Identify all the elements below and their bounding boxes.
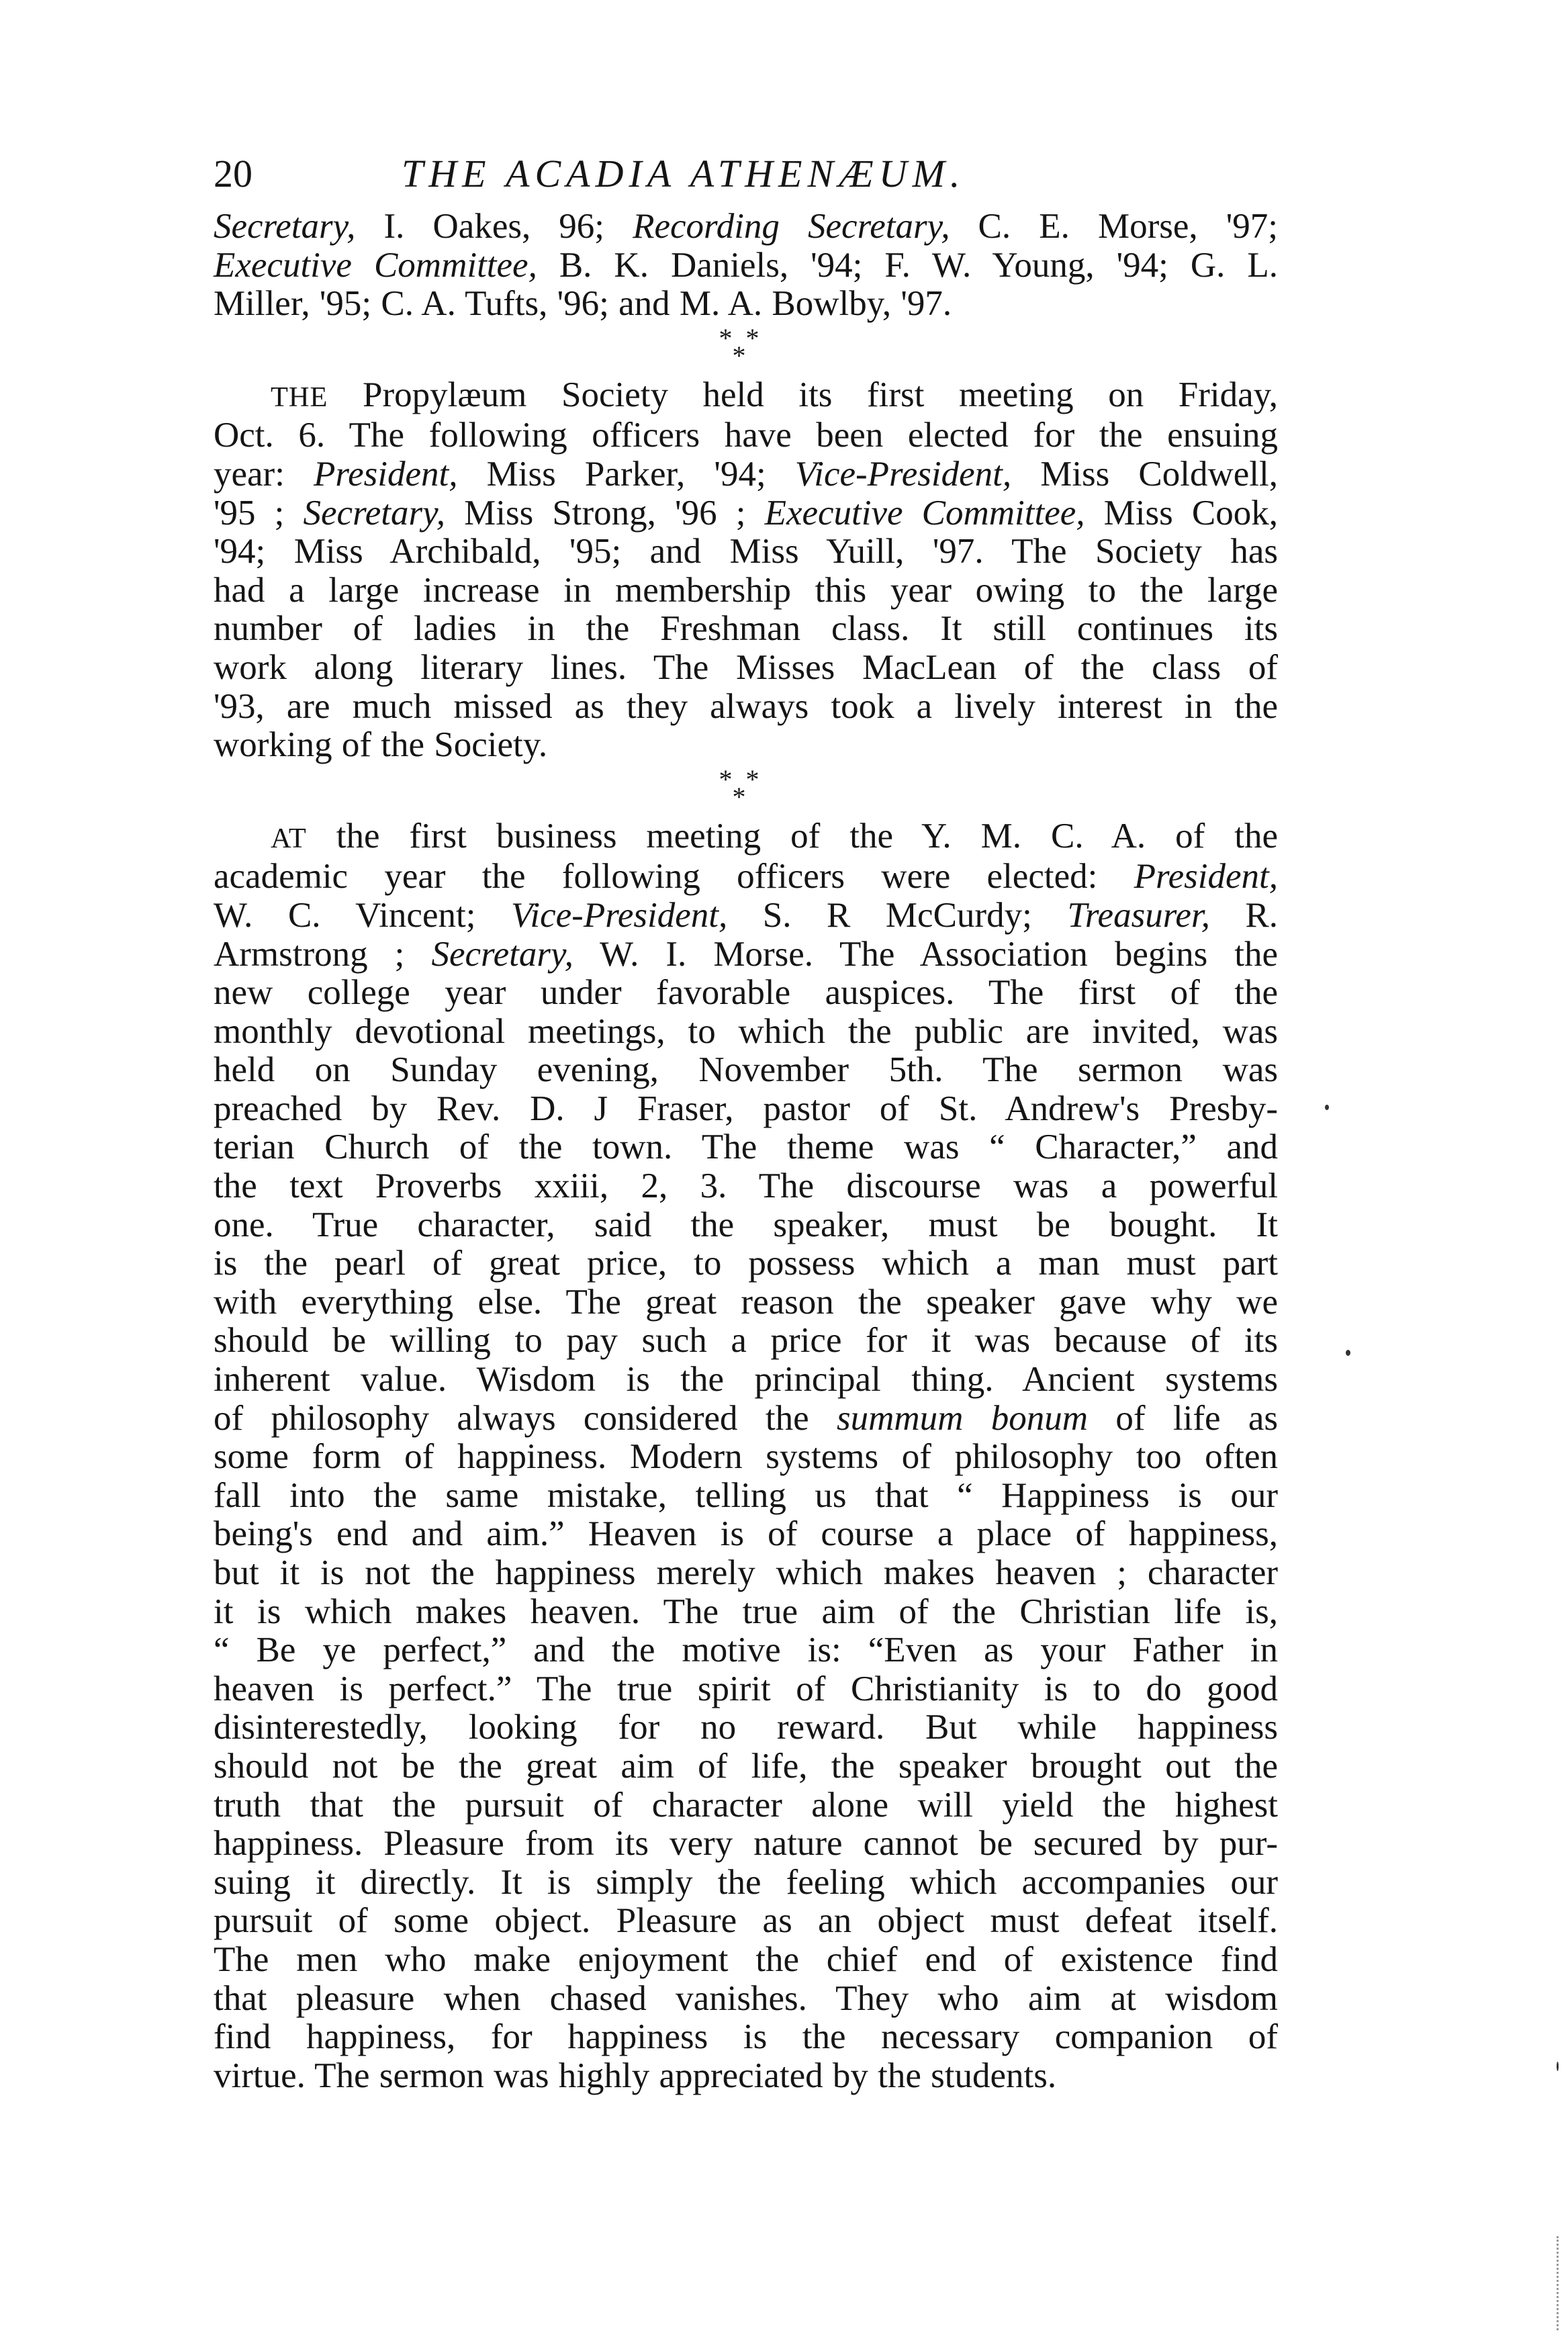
text-run: academic year the following officers were elected: [214, 857, 1134, 897]
text-run: inherent value. Wisdom is the principal thing. Ancient systems [214, 1360, 1278, 1400]
text-line [214, 1244, 1278, 1283]
margin-speck [1557, 2062, 1559, 2071]
text-run: disinterestedly, looking for no reward. But while happiness [214, 1708, 1278, 1747]
margin-speck [1346, 1350, 1350, 1356]
text-line [214, 1322, 1278, 1361]
text-run: '93, are much missed as they always took a lively interest in the [214, 686, 1278, 726]
text-line [214, 1128, 1278, 1167]
italic-text: President, [314, 454, 458, 494]
text-run: Miss Parker, '94; [457, 454, 795, 494]
text-line [214, 1747, 1278, 1786]
text-line [214, 1515, 1278, 1554]
text-line [214, 1400, 1278, 1438]
paragraph [214, 817, 1278, 2096]
text-run: should not be the great aim of life, the speaker brought out the [214, 1746, 1278, 1786]
text-line [214, 2018, 1278, 2057]
italic-text: Secretary, [214, 207, 356, 246]
text-run: the first business meeting of the Y. M. C. A. of the [306, 816, 1278, 856]
text-run: Miss Cook, [1085, 493, 1278, 533]
italic-text: President, [1134, 857, 1278, 897]
italic-text: Executive Committee, [214, 245, 537, 285]
italic-text: Executive Committee, [764, 493, 1085, 533]
text-line [214, 285, 1278, 324]
text-run: work along literary lines. The Misses MacLean of the class of [214, 647, 1278, 687]
page [214, 151, 1278, 2095]
text-line [214, 533, 1278, 571]
text-line [214, 1554, 1278, 1593]
text-line [214, 1980, 1278, 2019]
text-run: THE [271, 381, 328, 413]
text-line [214, 1013, 1278, 1052]
italic-text: Secretary, [431, 934, 573, 974]
article-body [214, 208, 1278, 2095]
text-run: monthly devotional meetings, to which the public are invited, was [214, 1011, 1278, 1051]
text-run: happiness. Pleasure from its very nature cannot be secured by pur- [214, 1824, 1278, 1864]
text-line [214, 1438, 1278, 1477]
text-line [214, 1090, 1278, 1129]
text-run: S. R McCurdy; [727, 895, 1068, 935]
text-run: R. [1209, 895, 1279, 935]
section-divider [706, 322, 786, 373]
italic-text: Secretary, [303, 493, 445, 533]
text-run: Miller, '95; C. A. Tufts, '96; and M. A. Bowlby, '97. [214, 284, 952, 324]
asterisk-ornament: * [745, 322, 759, 353]
text-run: suing it directly. It is simply the feeling which accompanies our [214, 1862, 1278, 1902]
text-line [214, 610, 1278, 649]
text-run: had a large increase in membership this year owing to the large [214, 570, 1278, 610]
text-line [214, 494, 1278, 533]
text-run: Propylæum Society held its first meeting on Friday, [328, 375, 1278, 414]
paragraph [214, 376, 1278, 765]
text-run: AT [271, 822, 307, 854]
text-run: truth that the pursuit of character alone will yield the highest [214, 1785, 1278, 1825]
text-run: Miss Coldwell, [1011, 454, 1278, 494]
text-line [214, 1708, 1278, 1747]
text-run: new college year under favorable auspices. The first of the [214, 973, 1278, 1013]
text-line [214, 571, 1278, 610]
text-line [214, 1051, 1278, 1090]
text-run: “ Be ye perfect,” and the motive is: “Even as your Father in [214, 1631, 1278, 1670]
asterisk-ornament: * [732, 781, 746, 812]
text-line [214, 1902, 1278, 1941]
text-run: working of the Society. [214, 725, 548, 765]
text-line [214, 1167, 1278, 1206]
text-run: is the pearl of great price, to possess which a man must part [214, 1244, 1278, 1283]
text-run: pursuit of some object. Pleasure as an object must defeat itself. [214, 1901, 1278, 1941]
text-line [214, 1670, 1278, 1709]
text-run: heaven is perfect.” The true spirit of Christianity is to do good [214, 1669, 1278, 1708]
text-line [214, 416, 1278, 455]
text-run: the text Proverbs xxiii, 2, 3. The discourse was a powerful [214, 1166, 1278, 1206]
asterisk-ornament: * [732, 340, 746, 371]
text-run: W. C. Vincent; [214, 895, 511, 935]
text-line [214, 858, 1278, 897]
text-run: with everything else. The great reason the speaker gave why we [214, 1282, 1278, 1322]
text-line [214, 726, 1278, 765]
text-run: of life as [1088, 1398, 1278, 1438]
text-run: should be willing to pay such a price for it was because of its [214, 1321, 1278, 1361]
italic-text: summum bonum [836, 1398, 1089, 1438]
text-run: virtue. The sermon was highly appreciated by the students. [214, 2056, 1057, 2095]
text-run: one. True character, said the speaker, must be bought. It [214, 1205, 1278, 1244]
text-run: that pleasure when chased vanishes. They who aim at wisdom [214, 1978, 1278, 2018]
text-line [214, 2057, 1278, 2096]
text-line [214, 246, 1278, 285]
text-run: Miss Strong, '96 ; [445, 493, 765, 533]
text-line [214, 897, 1278, 935]
margin-speck [1325, 1105, 1329, 1110]
text-line [214, 1477, 1278, 1516]
text-run: of philosophy always considered the [214, 1398, 837, 1438]
text-line [214, 1206, 1278, 1245]
text-run: I. Oakes, 96; [355, 207, 633, 246]
text-run: Oct. 6. The following officers have been elected for the ensuing [214, 416, 1278, 455]
text-run: The men who make enjoyment the chief end of existence find [214, 1939, 1278, 1979]
text-run: it is which makes heaven. The true aim of the Christian life is, [214, 1592, 1278, 1631]
text-line [214, 1786, 1278, 1825]
text-run: B. K. Daniels, '94; F. W. Young, '94; G. L. [537, 245, 1278, 285]
page-header [214, 151, 1278, 208]
text-line [214, 974, 1278, 1013]
text-run: Armstrong ; [214, 934, 432, 974]
text-line [214, 1825, 1278, 1864]
asterisk-ornament: * [745, 764, 759, 794]
asterisk-ornament: * [719, 322, 733, 353]
text-run: being's end and aim.” Heaven is of course a place of happiness, [214, 1514, 1278, 1554]
text-run: terian Church of the town. The theme was “ Character,” and [214, 1128, 1278, 1167]
text-run: but it is not the happiness merely which makes heaven ; character [214, 1553, 1278, 1592]
section-divider [706, 766, 786, 815]
text-run: year: [214, 454, 314, 494]
text-line [214, 935, 1278, 974]
text-run: some form of happiness. Modern systems of philosophy too often [214, 1437, 1278, 1477]
text-run: '95 ; [214, 493, 304, 533]
asterisk-ornament: * [719, 764, 733, 794]
text-line [214, 649, 1278, 688]
text-run: '94; Miss Archibald, '95; and Miss Yuill, '97. The Society has [214, 532, 1278, 571]
text-line [214, 1941, 1278, 1980]
text-run: held on Sunday evening, November 5th. The sermon was [214, 1050, 1278, 1090]
running-title: THE ACADIA ATHENÆUM. [402, 152, 966, 195]
text-line [214, 1283, 1278, 1322]
text-line [214, 455, 1278, 494]
text-line [214, 1631, 1278, 1670]
text-run: number of ladies in the Freshman class. It still continues its [214, 609, 1278, 649]
text-line [214, 1864, 1278, 1902]
italic-text: Vice-President, [794, 454, 1012, 494]
text-line [214, 688, 1278, 727]
italic-text: Treasurer, [1067, 895, 1210, 935]
text-line [214, 208, 1278, 246]
italic-text: Vice-President, [510, 895, 728, 935]
text-line [214, 1361, 1278, 1400]
paragraph [214, 208, 1278, 324]
text-line [214, 376, 1278, 417]
text-run: find happiness, for happiness is the necessary companion of [214, 2017, 1278, 2057]
text-run: fall into the same mistake, telling us that “ Happiness is our [214, 1475, 1278, 1515]
text-run: W. I. Morse. The Association begins the [573, 934, 1278, 974]
italic-text: Recording Secretary, [633, 207, 950, 246]
text-run: C. E. Morse, '97; [950, 207, 1278, 246]
page-number: 20 [214, 152, 252, 195]
text-line [214, 817, 1278, 858]
text-run: preached by Rev. D. J Fraser, pastor of St. Andrew's Presby- [214, 1089, 1278, 1128]
text-line [214, 1593, 1278, 1632]
page-edge-marks [1557, 2236, 1561, 2330]
